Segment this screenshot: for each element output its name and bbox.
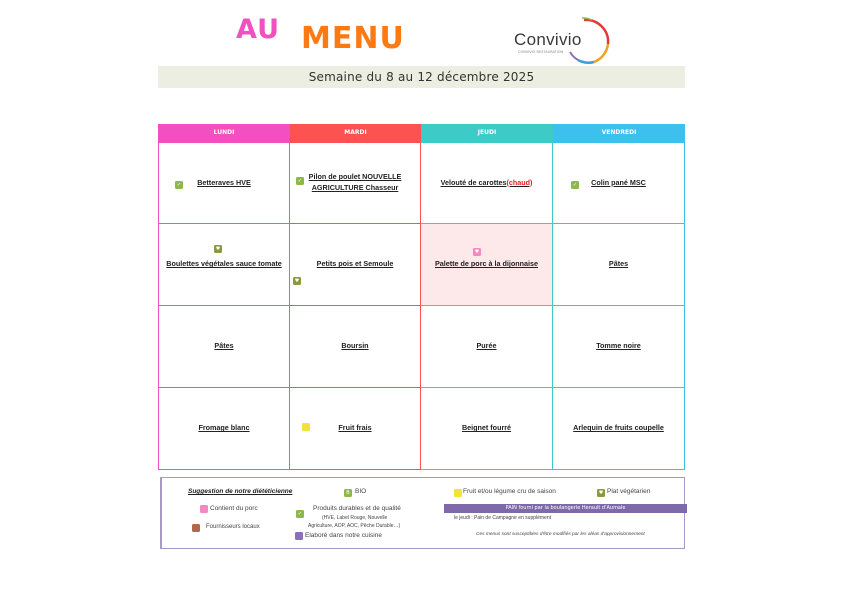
dish-jeudi-entree-text: Velouté de carottes <box>440 177 507 187</box>
fruit-icon <box>454 489 462 497</box>
legend-pain-jeudi: le jeudi : Pain de Campagne en supplément <box>454 515 552 521</box>
durable-icon: ✓ <box>297 510 303 517</box>
dish-mardi-plat-line2: AGRICULTURE Chasseur <box>311 183 399 192</box>
vegetarian-icon: ♥ <box>294 277 300 284</box>
legend-durable-3: Agriculture, AOP, AOC, Pêche Durable…) <box>308 523 401 529</box>
cell-vendredi-accomp <box>553 224 685 306</box>
dish-lundi-dessert: Fromage blanc <box>198 423 250 433</box>
dish-vendredi-fromage: Tomme noire <box>596 341 641 351</box>
legend-durable-2: (HVE, Label Rouge, Nouvelle <box>322 515 388 521</box>
title-menu: MENU <box>301 21 405 56</box>
dish-mardi-fromage: Boursin <box>341 341 369 351</box>
hot-note: (chaud) <box>506 177 533 187</box>
cell-vendredi-fromage <box>553 306 685 388</box>
week-label: Semaine du 8 au 12 décembre 2025 <box>158 66 685 88</box>
dish-jeudi-dessert: Beignet fourré <box>461 423 512 433</box>
legend-durable-1: Produits durables et de qualité <box>313 505 401 512</box>
legend-bio: BIO <box>355 488 367 495</box>
dish-lundi-accomp: Pâtes <box>214 341 234 351</box>
header-vendredi: VENDREDI <box>553 124 685 142</box>
durable-icon: ✓ <box>176 181 182 188</box>
cell-lundi-entree <box>158 142 290 224</box>
pain-banner: PAIN fourni par la boulangerie Herault d'Aumale <box>444 504 687 513</box>
title-au: AU <box>236 14 280 45</box>
cell-mardi-plat <box>290 142 421 224</box>
legend-maison: Elaboré dans notre cuisine <box>305 532 382 539</box>
fruit-icon <box>302 423 310 431</box>
pork-icon <box>200 505 208 513</box>
logo-tagline: CONVIVIO RESTAURATION <box>518 50 564 54</box>
cell-lundi-plat <box>158 224 290 306</box>
cell-mardi-fromage <box>290 306 421 388</box>
dish-vendredi-dessert: Arlequin de fruits coupelle <box>573 423 664 433</box>
dish-jeudi-entree <box>441 178 533 189</box>
legend-porc: Contient du porc <box>210 505 258 512</box>
cell-lundi-accomp <box>158 306 290 388</box>
vegetarian-icon: ♥ <box>598 489 604 496</box>
header-lundi: LUNDI <box>158 124 290 142</box>
convivio-logo <box>512 14 612 66</box>
dish-lundi-entree: Betteraves HVE <box>197 177 251 187</box>
legend-veg: Plat végétarien <box>607 488 651 495</box>
cell-jeudi-entree <box>421 142 553 224</box>
cell-mardi-dessert <box>290 388 421 470</box>
legend-title: Suggestion de notre diététicienne <box>188 488 293 495</box>
cell-jeudi-accomp <box>421 306 553 388</box>
legend-local: Fournisseurs locaux <box>206 524 260 530</box>
durable-icon: ✓ <box>297 177 303 184</box>
legend-fruit: Fruit et/ou légume cru de saison <box>463 488 556 495</box>
dish-jeudi-plat: Palette de porc à la dijonnaise <box>434 259 539 269</box>
cell-mardi-accomp <box>290 224 421 306</box>
dish-jeudi-accomp: Purée <box>476 341 497 351</box>
dish-mardi-plat <box>309 172 402 194</box>
legend <box>160 477 685 549</box>
homemade-icon <box>295 532 303 540</box>
cell-jeudi-plat <box>421 224 553 306</box>
dish-mardi-dessert: Fruit frais <box>338 423 372 433</box>
dish-vendredi-accomp: Pâtes <box>608 259 629 269</box>
menu-grid <box>158 124 685 470</box>
cell-vendredi-dessert <box>553 388 685 470</box>
cell-lundi-dessert <box>158 388 290 470</box>
dish-lundi-plat: Boulettes végétales sauce tomate <box>166 259 282 269</box>
header-jeudi: JEUDI <box>421 124 553 142</box>
cell-jeudi-dessert <box>421 388 553 470</box>
durable-icon: ✓ <box>572 181 578 188</box>
pork-icon: ♥ <box>474 248 480 255</box>
local-icon <box>192 524 200 532</box>
dish-vendredi-plat: Colin pané MSC <box>591 177 646 187</box>
bio-icon: B <box>344 489 352 497</box>
logo-text: Convivio <box>514 30 582 49</box>
header-mardi: MARDI <box>290 124 421 142</box>
legend-disclaimer: Ces menus sont susceptibles d'être modifiés par les aléas d'approvisionnement <box>476 532 645 537</box>
dish-mardi-accomp: Petits pois et Semoule <box>316 259 394 269</box>
dish-mardi-plat-line1: Pilon de poulet NOUVELLE <box>308 172 402 182</box>
cell-vendredi-plat <box>553 142 685 224</box>
vegetarian-icon: ♥ <box>215 245 221 252</box>
